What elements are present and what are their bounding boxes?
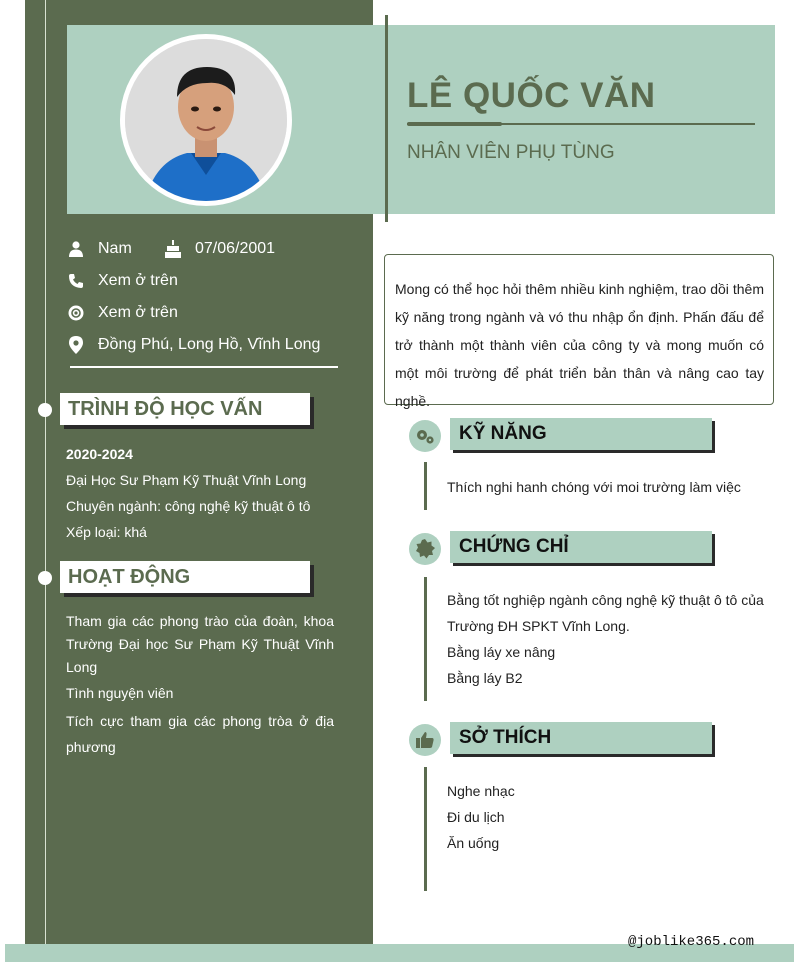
candidate-name: LÊ QUỐC VĂN — [407, 76, 656, 115]
activities-heading: HOẠT ĐỘNG — [68, 566, 191, 588]
avatar-frame — [120, 34, 292, 206]
career-objective: Mong có thể học hỏi thêm nhiều kinh nghiệm, trao dồi thêm kỹ năng trong ngành và vó thu nhập ổn định. Phấn đấu để trở thành một thành viên của công ty và mong muốn có một môi trường để phát triển bản thân và nâng cao tay nghề. — [384, 254, 774, 405]
location-pin-icon — [67, 336, 85, 354]
birthday-value: 07/06/2001 — [195, 240, 276, 257]
badge-icon — [409, 533, 441, 565]
user-icon — [67, 240, 85, 258]
timeline-dot-education — [38, 403, 52, 417]
gender-value: Nam — [98, 240, 132, 257]
header-divider — [385, 15, 388, 222]
gender-row — [67, 240, 132, 258]
certificate-item: Bằng láy xe nâng — [447, 644, 556, 660]
certificate-item: Bằng tốt nghiệp ngành công nghệ kỹ thuật ô tô của Trường ĐH SPKT Vĩnh Long. — [447, 592, 764, 634]
activities-heading-box — [60, 561, 310, 593]
certificates-rule — [424, 577, 427, 701]
activities-block — [66, 610, 334, 760]
gears-icon — [409, 420, 441, 452]
activity-item: Tình nguyện viên — [66, 685, 174, 701]
skills-heading-box — [450, 418, 712, 450]
avatar — [125, 39, 287, 201]
sidebar-timeline-line — [45, 0, 46, 962]
education-rank: Xếp loại: khá — [66, 524, 147, 540]
education-heading-box — [60, 393, 310, 425]
footer-watermark: @joblike365.com — [628, 934, 755, 950]
hobby-item: Ăn uống — [447, 835, 500, 851]
address-row — [67, 336, 320, 354]
name-underline-accent — [407, 122, 502, 126]
skills-list — [447, 474, 775, 500]
education-school: Đại Học Sư Phạm Kỹ Thuật Vĩnh Long — [66, 472, 307, 488]
skills-heading: KỸ NĂNG — [459, 423, 547, 444]
education-major: Chuyên ngành: công nghệ kỹ thuật ô tô — [66, 498, 311, 514]
avatar-photo — [125, 39, 287, 201]
hobbies-heading-box — [450, 722, 712, 754]
job-title: NHÂN VIÊN PHỤ TÙNG — [407, 142, 615, 163]
cake-icon — [164, 240, 182, 258]
email-row — [67, 304, 178, 322]
skill-item: Thích nghi hanh chóng với moi trường làm việc — [447, 479, 741, 495]
certificates-heading-box — [450, 531, 712, 563]
email-value: Xem ở trên — [98, 304, 178, 321]
hobby-item: Đi du lịch — [447, 809, 505, 825]
phone-value: Xem ở trên — [98, 272, 178, 289]
contact-divider — [70, 366, 338, 368]
activity-item: Tích cực tham gia các phong tròa ở địa phương — [66, 713, 334, 755]
education-block — [66, 441, 334, 545]
address-value: Đồng Phú, Long Hồ, Vĩnh Long — [98, 336, 321, 353]
at-icon — [67, 304, 85, 322]
hobby-item: Nghe nhạc — [447, 783, 515, 799]
timeline-dot-activities — [38, 571, 52, 585]
hobbies-heading: SỞ THÍCH — [459, 727, 552, 748]
phone-row — [67, 272, 178, 290]
activity-item: Tham gia các phong trào của đoàn, khoa Trường Đại học Sư Phạm Kỹ Thuật Vĩnh Long — [66, 613, 334, 675]
thumbs-up-icon — [409, 724, 441, 756]
certificates-list — [447, 587, 775, 691]
hobbies-list — [447, 778, 775, 856]
certificates-heading: CHỨNG CHỈ — [459, 536, 569, 557]
phone-icon — [67, 272, 85, 290]
education-heading: TRÌNH ĐỘ HỌC VẤN — [68, 398, 263, 420]
hobbies-rule — [424, 767, 427, 891]
birthday-row — [164, 240, 275, 258]
certificate-item: Bằng láy B2 — [447, 670, 523, 686]
education-period: 2020-2024 — [66, 446, 133, 462]
skills-rule — [424, 462, 427, 510]
